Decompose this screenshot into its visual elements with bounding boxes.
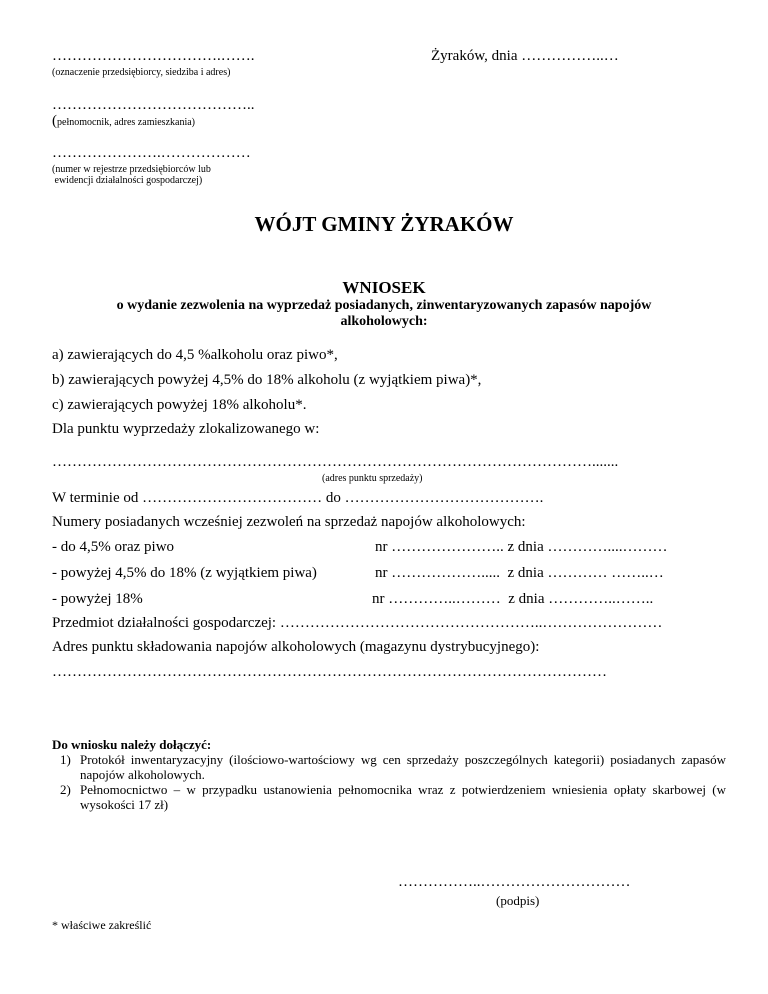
point-dots: ……………………………………………………………………………………………….......: [52, 454, 619, 470]
point-label: Dla punktu wyprzedaży zlokalizowanego w:: [52, 421, 320, 437]
addressee: WÓJT GMINY ŻYRAKÓW: [254, 212, 514, 236]
register-dots: ………………….………………: [52, 145, 251, 161]
attachment-1-text: Protokół inwentaryzacyjny (ilościowo-wartościowy wg cen sprzedaży poszczególnych kategorii) posiadanych zapasów napojów alkoholowych.: [80, 752, 726, 782]
option-b: b) zawierających powyżej 4,5% do 18% alkoholu (z wyjątkiem piwa)*,: [52, 372, 482, 388]
register-caption-1: (numer w rejestrze przedsiębiorców lub: [52, 164, 211, 175]
footnote: * właściwe zakreślić: [52, 918, 152, 932]
agent-caption-line: [52, 112, 195, 130]
signature-caption: (podpis): [496, 893, 540, 908]
document-title: WNIOSEK: [342, 278, 426, 297]
attachment-1-number: 1): [60, 752, 71, 767]
signature-dots: ……………..…………………………: [398, 874, 631, 890]
option-c: c) zawierających powyżej 18% alkoholu*.: [52, 397, 307, 413]
attachment-2-number: 2): [60, 782, 71, 797]
agent-dots: …………………………………..: [52, 97, 255, 113]
company-dots: …………………………….…….: [52, 48, 255, 64]
permit-number-1: nr ………………….. z dnia …………....………: [375, 539, 668, 555]
permit-category-1: - do 4,5% oraz piwo: [52, 539, 175, 555]
attachment-2-text: Pełnomocnictwo – w przypadku ustanowienia pełnomocnika wraz z potwierdzeniem wniesienia opłaty skarbowej (w wysokości 17 zł): [80, 782, 726, 812]
document-subtitle-2: alkoholowych:: [340, 314, 428, 329]
point-caption: (adres punktu sprzedaży): [322, 473, 423, 484]
term-line: W terminie od ……………………………… do ………………………………….: [52, 490, 544, 506]
warehouse-dots: …………………………………………………………………………………………………: [52, 664, 607, 680]
permit-number-3: nr …………..……… z dnia …………..……..: [372, 591, 654, 607]
attachments-heading: Do wniosku należy dołączyć:: [52, 737, 212, 752]
business-line: Przedmiot działalności gospodarczej: ……………………………………………..……………………: [52, 615, 663, 631]
option-a: a) zawierających do 4,5 %alkoholu oraz piwo*,: [52, 347, 338, 363]
agent-caption: pełnomocnik, adres zamieszkania): [57, 117, 195, 128]
register-caption-2: ewidencji działalności gospodarczej): [52, 175, 203, 186]
warehouse-label: Adres punktu składowania napojów alkoholowych (magazynu dystrybucyjnego):: [52, 639, 540, 655]
agent-caption-paren: (: [52, 113, 57, 129]
company-caption: (oznaczenie przedsiębiorcy, siedziba i adres): [52, 67, 231, 78]
permit-number-2: nr ………………..... z dnia ………… ……..…: [375, 565, 664, 581]
permits-label: Numery posiadanych wcześniej zezwoleń na sprzedaż napojów alkoholowych:: [52, 514, 526, 530]
document-subtitle-1: o wydanie zezwolenia na wyprzedaż posiadanych, zinwentaryzowanych zapasów napojów: [116, 298, 652, 313]
place-date: Żyraków, dnia ……………..…: [431, 48, 619, 64]
permit-category-2: - powyżej 4,5% do 18% (z wyjątkiem piwa): [52, 565, 317, 581]
permit-category-3: - powyżej 18%: [52, 591, 143, 607]
